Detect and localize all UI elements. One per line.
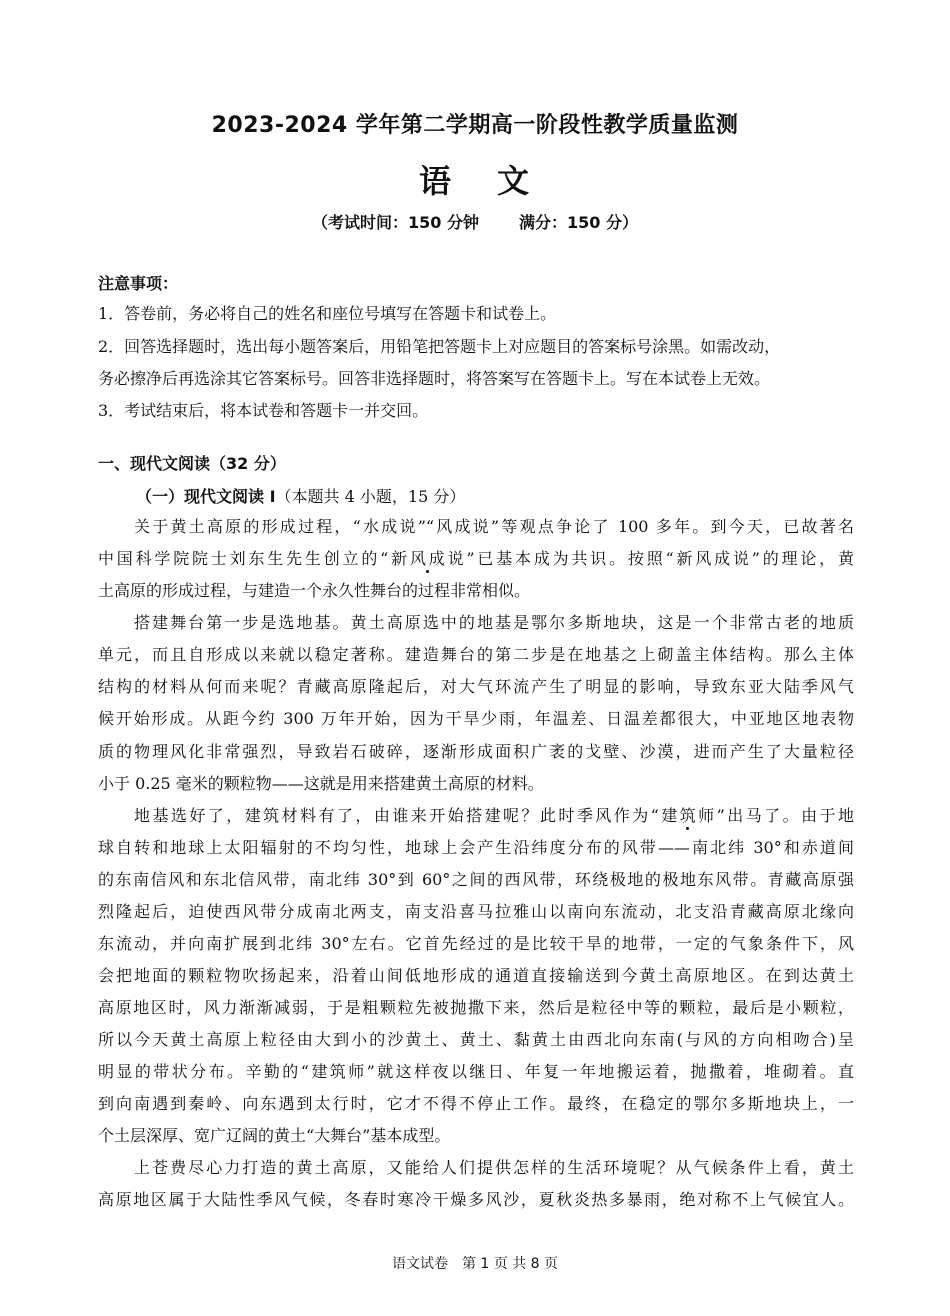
passage-line: 高原地区属于大陆性季风气候，冬春时寒冷干燥多风沙，夏秋炎热多暴雨，绝对称不上气候宜人。 [98, 1190, 854, 1209]
passage-line: 高原地区时，风力渐渐减弱，于是粗颗粒先被抛撒下来，然后是粒径中等的颗粒，最后是小颗粒， [98, 998, 854, 1017]
passage-line: 的东南信风和东北信风带，南北纬 30°到 60°之间的西风带，环绕极地的极地东风带。青藏高原强 [98, 870, 854, 889]
passage-line [98, 546, 854, 569]
section-heading: 一、现代文阅读（32 分） [98, 454, 286, 473]
notice-line: 1．答卷前，务必将自己的姓名和座位号填写在答题卡和试卷上。 [98, 304, 557, 323]
passage-fragment: 地基选好了，建筑材料有了，由谁来开始搭建呢？此时季风作为“ [134, 806, 659, 825]
emphasized-term: 新风成说 [388, 549, 467, 568]
passage-line: 个土层深厚、宽广辽阔的黄土“大舞台”基本成型。 [98, 1126, 451, 1145]
full-score: 满分：150 分） [519, 213, 638, 232]
passage-line: 烈隆起后，迫使西风带分成南北两支，南支沿喜马拉雅山以南向东流动，北支沿青藏高原北缘向 [98, 902, 854, 921]
passage-line: 候开始形成。从距今约 300 万年开始，因为干旱少雨，年温差、日温差都很大，中亚地区地表物 [98, 709, 854, 728]
subject-char-2: 文 [497, 162, 532, 200]
passage-line: 会把地面的颗粒物吹扬起来，沿着山间低地形成的通道直接输送到今黄土高原地区。在到达黄土 [98, 966, 854, 985]
notice-title: 注意事项： [98, 274, 179, 293]
passage-line [134, 803, 854, 826]
exam-time: （考试时间：150 分钟 [312, 213, 479, 232]
passage-line: 关于黄土高原的形成过程，“水成说”“风成说”等观点争论了 100 多年。到今天，已故著名 [134, 517, 854, 536]
passage-line: 质的物理风化非常强烈，导致岩石破碎，逐渐形成面积广袤的戈壁、沙漠，进而产生了大量粒径 [98, 742, 854, 761]
passage-line: 明显的带状分布。辛勤的“建筑师”就这样夜以继日、年复一年地搬运着，抛撒着，堆砌着。直 [98, 1062, 854, 1081]
sub-heading-info: （本题共 4 小题，15 分） [275, 487, 466, 506]
subject-char-1: 语 [418, 162, 453, 200]
passage-line: 单元，而且自形成以来就以稳定著称。建造舞台的第二步是在地基之上砌盖主体结构。那么主体 [98, 645, 854, 664]
emphasized-term: 建筑师 [658, 806, 717, 825]
passage-line: 所以今天黄土高原上粒径由大到小的沙黄土、黄土、黏黄土由西北向东南(与风的方向相吻合)呈 [98, 1030, 854, 1049]
passage-fragment: 中国科学院院士刘东生先生创立的“ [98, 549, 389, 568]
passage-fragment: ”已基本成为共识。按照“新风成说”的理论，黄 [466, 549, 854, 568]
notice-line: 务必擦净后再选涂其它答案标号。回答非选择题时，将答案写在答题卡上。写在本试卷上无效。 [98, 369, 771, 388]
passage-line: 到向南遇到秦岭、向东遇到太行时，它才不得不停止工作。最终，在稳定的鄂尔多斯地块上，一 [98, 1094, 854, 1113]
sub-heading-title: （一）现代文阅读 I [136, 487, 276, 506]
notice-line: 2．回答选择题时，选出每小题答案后，用铅笔把答题卡上对应题目的答案标号涂黑。如需改动， [98, 337, 781, 356]
passage-fragment: ”出马了。由于地 [716, 806, 854, 825]
subject-title [0, 156, 950, 202]
passage-line: 球自转和地球上太阳辐射的不均匀性，地球上会产生沿纬度分布的风带——南北纬 30°和赤道间 [98, 838, 854, 857]
exam-title: 2023-2024 学年第二学期高一阶段性教学质量监测 [211, 113, 739, 138]
passage-line: 结构的材料从何而来呢？青藏高原隆起后，对大气环流产生了明显的影响，导致东亚大陆季风气 [98, 677, 854, 696]
page-footer: 语文试卷 第 1 页 共 8 页 [391, 1256, 559, 1272]
passage-line: 搭建舞台第一步是选地基。黄土高原选中的地基是鄂尔多斯地块，这是一个非常古老的地质 [134, 613, 854, 632]
passage-line: 上苍费尽心力打造的黄土高原，又能给人们提供怎样的生活环境呢？从气候条件上看，黄土 [134, 1158, 854, 1177]
passage-line: 土高原的形成过程，与建造一个永久性舞台的过程非常相似。 [98, 581, 531, 600]
sub-heading [136, 484, 465, 507]
exam-info [0, 210, 950, 233]
passage-line: 东流动，并向南扩展到北纬 30°左右。它首先经过的是比较干旱的地带，一定的气象条件下，风 [98, 934, 854, 953]
passage-line: 小于 0.25 毫米的颗粒物——这就是用来搭建黄土高原的材料。 [98, 774, 544, 793]
notice-line: 3．考试结束后，将本试卷和答题卡一并交回。 [98, 401, 429, 420]
